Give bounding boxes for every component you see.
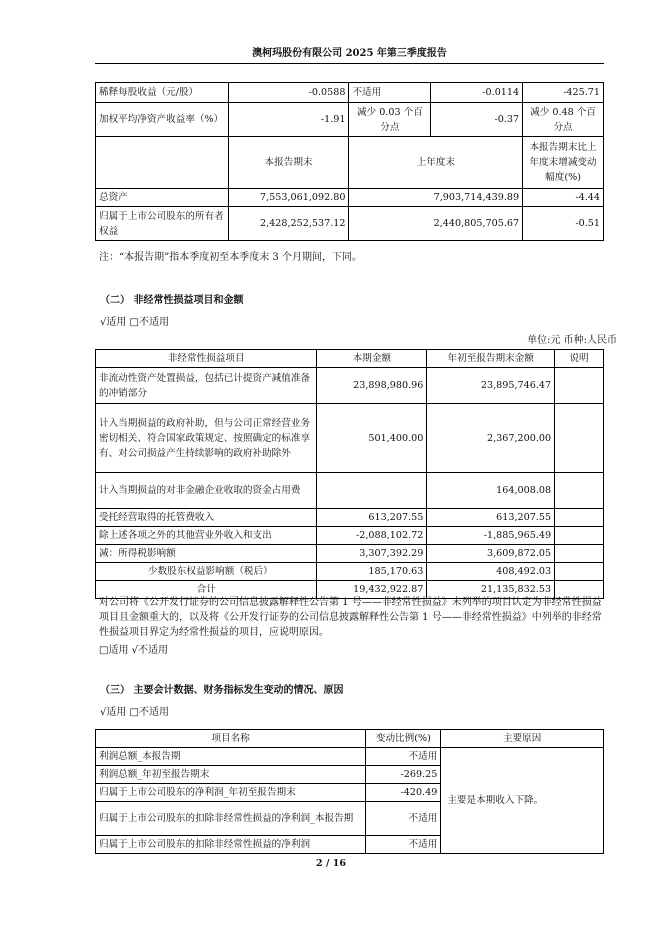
row-label: 非流动性资产处置损益，包括已计提资产减值准备的冲销部分 bbox=[96, 368, 317, 404]
table-row bbox=[96, 563, 604, 581]
cell-value: 2,440,805,705.67 bbox=[349, 207, 523, 241]
cell-value: 501,400.00 bbox=[317, 404, 427, 473]
column-header: 本报告期末 bbox=[228, 137, 349, 189]
row-label: 加权平均净资产收益率（%） bbox=[96, 103, 229, 137]
row-label: 除上述各项之外的其他营业外收入和支出 bbox=[96, 527, 317, 545]
section-title: （三） 主要会计数据、财务指标发生变动的情况、原因 bbox=[100, 685, 344, 696]
cell-value bbox=[555, 404, 604, 473]
cell-value: 3,609,872.05 bbox=[427, 545, 555, 563]
cell-value: 不适用 bbox=[349, 83, 431, 103]
cell-value: 23,895,746.47 bbox=[427, 368, 555, 404]
financial-indicators-table bbox=[95, 82, 604, 241]
row-label: 计入当期损益的对非金融企业收取的资金占用费 bbox=[96, 473, 317, 509]
cell-value: -2,088,102.72 bbox=[317, 527, 427, 545]
cell-value bbox=[555, 473, 604, 509]
cell-value: 613,207.55 bbox=[427, 509, 555, 527]
row-label: 受托经营取得的托管费收入 bbox=[96, 509, 317, 527]
table-row bbox=[96, 103, 604, 137]
row-label: 利润总额_年初至报告期末 bbox=[96, 766, 366, 784]
cell-value: -0.0114 bbox=[431, 83, 523, 103]
cell-value: 7,553,061,092.80 bbox=[228, 189, 349, 207]
column-header: 上年度末 bbox=[349, 137, 523, 189]
cell-value: 不适用 bbox=[366, 836, 441, 854]
row-label: 少数股东权益影响额（税后） bbox=[96, 563, 317, 581]
cell-value: -0.51 bbox=[523, 207, 604, 241]
change-reasons-table bbox=[95, 729, 604, 854]
column-header: 非经常性损益项目 bbox=[96, 350, 317, 368]
cell-value: -0.37 bbox=[431, 103, 523, 137]
cell-value: 2,428,252,537.12 bbox=[228, 207, 349, 241]
table-note: 注：“本报告期”指本季度初至本季度末 3 个月期间，下同。 bbox=[99, 252, 362, 263]
table-row bbox=[96, 473, 604, 509]
column-header: 主要原因 bbox=[441, 730, 604, 748]
unit-label: 单位:元 币种:人民币 bbox=[527, 335, 617, 346]
row-label: 利润总额_本报告期 bbox=[96, 748, 366, 766]
table-row bbox=[96, 207, 604, 241]
cell-value: 185,170.63 bbox=[317, 563, 427, 581]
cell-value: 不适用 bbox=[366, 802, 441, 836]
applicable-checkbox: √适用 □不适用 bbox=[100, 317, 169, 328]
cell-value bbox=[555, 509, 604, 527]
row-label: 计入当期损益的政府补助，但与公司正常经营业务密切相关、符合国家政策规定、按照确定的标准享有、对公司损益产生持续影响的政府补助除外 bbox=[96, 404, 317, 473]
table-row bbox=[96, 748, 604, 766]
column-header: 年初至报告期末金额 bbox=[427, 350, 555, 368]
applicable-checkbox: √适用 □不适用 bbox=[100, 707, 169, 718]
table-header-row bbox=[96, 350, 604, 368]
table-row bbox=[96, 509, 604, 527]
cell-value bbox=[555, 527, 604, 545]
column-header: 项目名称 bbox=[96, 730, 366, 748]
cell-value bbox=[317, 473, 427, 509]
cell-value: -0.0588 bbox=[228, 83, 349, 103]
table-row bbox=[96, 368, 604, 404]
row-label: 归属于上市公司股东的扣除非经常性损益的净利润_本报告期 bbox=[96, 802, 366, 836]
cell-value: 19,432,922.87 bbox=[317, 581, 427, 599]
cell-value: 21,135,832.53 bbox=[427, 581, 555, 599]
cell-value bbox=[555, 563, 604, 581]
table-header-row bbox=[96, 730, 604, 748]
cell-value: 减少 0.48 个百分点 bbox=[523, 103, 604, 137]
row-label: 稀释每股收益（元/股） bbox=[96, 83, 229, 103]
table-row bbox=[96, 404, 604, 473]
cell-value: 613,207.55 bbox=[317, 509, 427, 527]
table-row bbox=[96, 527, 604, 545]
section-title: （二） 非经常性损益项目和金额 bbox=[100, 295, 244, 306]
table-row bbox=[96, 83, 604, 103]
row-label: 归属于上市公司股东的扣除非经常性损益的净利润 bbox=[96, 836, 366, 854]
applicable-checkbox: □适用 √不适用 bbox=[99, 645, 168, 656]
column-header: 变动比例(%) bbox=[366, 730, 441, 748]
row-label: 归属于上市公司股东的净利润_年初至报告期末 bbox=[96, 784, 366, 802]
cell-value bbox=[555, 368, 604, 404]
main-reason-cell: 主要是本期收入下降。 bbox=[441, 748, 604, 854]
cell-value: -420.49 bbox=[366, 784, 441, 802]
cell-value: -1.91 bbox=[228, 103, 349, 137]
explanation-paragraph: 对公司将《公开发行证券的公司信息披露解释性公告第 1 号——非经常性损益》未列举的项目认定为非经常性损益项目且金额重大的，以及将《公开发行证券的公司信息披露解释性公告第 1 号——非经常性损益》中列举的非经常性损益项目界定为经常性损益的项目，应说明原因。 bbox=[99, 597, 602, 638]
cell-value: 减少 0.03 个百分点 bbox=[349, 103, 431, 137]
page-number: 2 / 16 bbox=[316, 858, 346, 869]
cell-value: 7,903,714,439.89 bbox=[349, 189, 523, 207]
cell-value: -269.25 bbox=[366, 766, 441, 784]
cell-value: 不适用 bbox=[366, 748, 441, 766]
cell-value: 2,367,200.00 bbox=[427, 404, 555, 473]
non-recurring-items-table bbox=[95, 349, 604, 599]
row-label: 总资产 bbox=[96, 189, 229, 207]
table-header-row bbox=[96, 137, 604, 189]
table-row bbox=[96, 545, 604, 563]
cell-value bbox=[555, 545, 604, 563]
row-label: 合计 bbox=[96, 581, 317, 599]
cell-value: -425.71 bbox=[523, 83, 604, 103]
cell-value: 23,898,980.96 bbox=[317, 368, 427, 404]
cell-value: -1,885,965.49 bbox=[427, 527, 555, 545]
column-header: 说明 bbox=[555, 350, 604, 368]
column-header: 本报告期末比上年度末增减变动幅度(%) bbox=[523, 137, 604, 189]
row-label: 归属于上市公司股东的所有者权益 bbox=[96, 207, 229, 241]
column-header: 本期金额 bbox=[317, 350, 427, 368]
cell-value: 408,492.03 bbox=[427, 563, 555, 581]
page-header: 澳柯玛股份有限公司 2025 年第三季度报告 bbox=[95, 44, 604, 64]
cell-value: -4.44 bbox=[523, 189, 604, 207]
table-row bbox=[96, 189, 604, 207]
cell-value: 164,008.08 bbox=[427, 473, 555, 509]
row-label: 减：所得税影响额 bbox=[96, 545, 317, 563]
cell-value: 3,307,392.29 bbox=[317, 545, 427, 563]
